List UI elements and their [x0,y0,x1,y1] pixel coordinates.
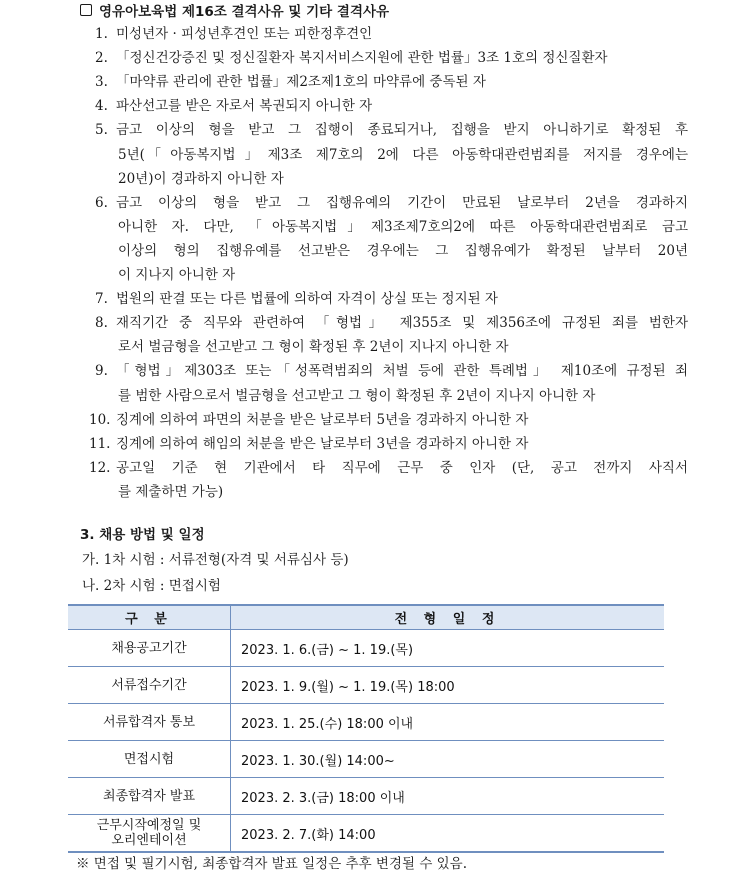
item-text-line: 금고 이상의 형을 받고 그 집행유예의 기간이 만료된 날로부터 2년을 경과하지 [116,194,688,211]
item-text-line: 「마약류 관리에 관한 법률」제2조제1호의 마약류에 중독된 자 [116,74,486,91]
header-category: 구 분 [68,605,231,630]
item-number: 4. [95,98,108,115]
item-number: 7. [95,291,108,308]
row-schedule: 2023. 1. 25.(수) 18:00 이내 [231,704,665,741]
square-bullet-icon [80,4,92,16]
recruitment-heading: 3. 채용 방법 및 일정 [80,527,205,543]
schedule-header-row [68,605,664,630]
item-text-line: 금고 이상의 형을 받고 그 집행이 종료되거나, 집행을 받지 아니하기로 확정된 후 [116,122,688,139]
item-text-line: 재직기간 중 직무와 관련하여 「형법」 제355조 및 제356조에 규정된 죄를 범한자 [116,315,688,332]
schedule-note: ※ 면접 및 필기시험, 최종합격자 발표 일정은 추후 변경될 수 있음. [76,856,468,872]
table-row [68,630,664,667]
item-number: 1. [95,26,108,42]
table-row [68,667,664,704]
table-row [68,815,664,853]
item-number: 11. [89,435,111,452]
item-number: 6. [95,194,108,211]
row-schedule: 2023. 2. 7.(화) 14:00 [231,815,665,853]
item-number: 2. [95,50,108,67]
table-row [68,778,664,815]
item-text-line: 를 범한 사람으로서 벌금형을 선고받고 그 형이 확정된 후 2년이 지나지 아니한 자 [118,387,596,404]
item-text-line: 이상의 형의 집행유예를 선고받은 경우에는 그 집행유예가 확정된 날부터 20년 [118,242,688,259]
disqualification-heading [80,1,389,19]
item-text-line: 이 지나지 아니한 자 [118,267,236,283]
item-number: 3. [95,74,108,91]
table-row [68,704,664,741]
row-category: 채용공고기간 [68,630,231,667]
step-1: 가. 1차 시험 : 서류전형(자격 및 서류심사 등) [82,552,349,568]
row-category: 최종합격자 발표 [68,778,231,815]
row-schedule: 2023. 1. 30.(월) 14:00~ [231,741,665,778]
row-schedule: 2023. 1. 6.(금) ~ 1. 19.(목) [231,630,665,667]
row-category: 근무시작예정일 및 오리엔테이션 [68,815,231,853]
item-number: 9. [95,363,108,380]
row-category: 서류접수기간 [68,667,231,704]
item-text-line: 공고일 기준 현 기관에서 타 직무에 근무 중 인자 (단, 공고 전까지 사직서 [116,459,688,476]
item-text-line: 파산선고를 받은 자로서 복권되지 아니한 자 [116,98,373,115]
table-row [68,741,664,778]
row-category: 서류합격자 통보 [68,704,231,741]
item-number: 8. [95,315,108,332]
item-text-line: 아니한 자. 다만, 「아동복지법」제3조제7호의2에 따른 아동학대관련범죄로 금고 [118,218,688,235]
item-text-line: 로서 벌금형을 선고받고 그 형이 확정된 후 2년이 지나지 아니한 자 [118,339,509,356]
item-number: 12. [89,459,111,476]
step-2: 나. 2차 시험 : 면접시험 [82,578,221,594]
item-text-line: 5년(「아동복지법」제3조 제7호의 2에 다른 아동학대관련범죄를 저지를 경우에는 [118,146,688,163]
item-number: 5. [95,122,108,139]
header-schedule: 전 형 일 정 [231,605,665,630]
row-schedule: 2023. 2. 3.(금) 18:00 이내 [231,778,665,815]
disqualification-heading-text: 영유아보육법 제16조 결격사유 및 기타 결격사유 [99,4,390,20]
item-text-line: 「형법」제303조 또는「성폭력범죄의 처벌 등에 관한 특례법」 제10조에 규정된 죄 [116,363,688,380]
row-schedule: 2023. 1. 9.(월) ~ 1. 19.(목) 18:00 [231,667,665,704]
item-number: 10. [89,411,111,428]
item-text-line: 를 제출하면 가능) [118,483,224,500]
item-text-line: 징계에 의하여 파면의 처분을 받은 날로부터 5년을 경과하지 아니한 자 [116,411,529,428]
item-text-line: 20년)이 경과하지 아니한 자 [118,170,284,187]
item-text-line: 「정신건강증진 및 정신질환자 복지서비스지원에 관한 법률」3조 1호의 정신질환자 [116,50,608,67]
item-text-line: 미성년자 · 피성년후견인 또는 피한정후견인 [116,26,373,42]
schedule-table [68,604,664,853]
item-text-line: 법원의 판결 또는 다른 법률에 의하여 자격이 상실 또는 정지된 자 [116,291,498,308]
row-category: 면접시험 [68,741,231,778]
item-text-line: 징계에 의하여 해임의 처분을 받은 날로부터 3년을 경과하지 아니한 자 [116,435,529,452]
